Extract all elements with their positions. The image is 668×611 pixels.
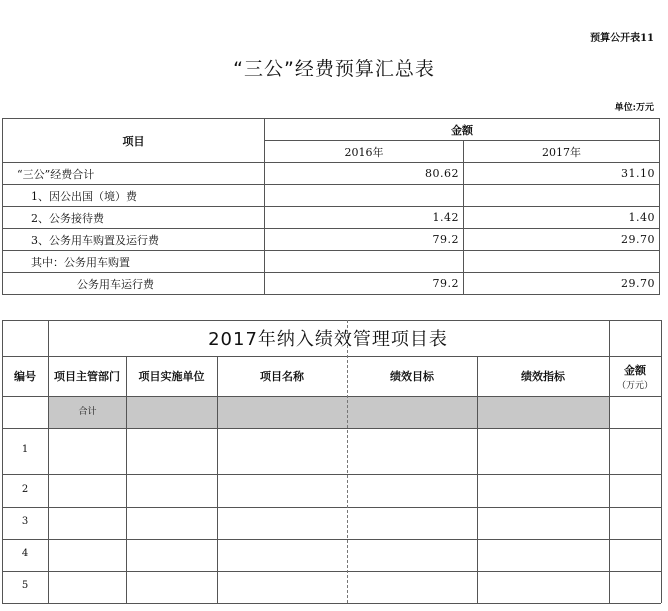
row-label: 公务用车运行费: [3, 273, 265, 295]
cell-2016: 1.42: [265, 207, 464, 229]
grid-line: [2, 539, 661, 540]
row-number: 1: [21, 444, 29, 455]
row-number: 5: [21, 580, 29, 591]
cell-2016: 79.2: [265, 273, 464, 295]
header-amount: 金额 （万元）: [616, 363, 653, 391]
table-header-row: [3, 119, 660, 141]
cell-2017: [464, 251, 660, 273]
total-label: 合计: [78, 407, 97, 417]
unit-label: 单位:万元: [614, 103, 654, 113]
cell-2016: 79.2: [265, 229, 464, 251]
cell-2017: 1.40: [464, 207, 660, 229]
header-number: 编号: [14, 370, 36, 383]
three-public-expense-table: [2, 118, 660, 295]
row-label: 3、公务用车购置及运行费: [3, 229, 265, 251]
header-2016: 2016年: [265, 141, 464, 163]
header-performance-goal: 绩效目标: [390, 370, 434, 383]
grid-line: [2, 474, 661, 475]
page-title: “三公”经费预算汇总表: [233, 58, 435, 80]
cell-2016: [265, 185, 464, 207]
grid-line: [2, 396, 661, 397]
header-implementing-unit: 项目实施单位: [138, 370, 205, 383]
cell-2017: 29.70: [464, 273, 660, 295]
row-label: 1、因公出国（境）费: [3, 185, 265, 207]
header-performance-indicator: 绩效指标: [521, 370, 565, 383]
cell-2017: 31.10: [464, 163, 660, 185]
grid-line: [2, 320, 661, 321]
cell-2017: 29.70: [464, 229, 660, 251]
table-row: [3, 163, 660, 185]
row-number: 3: [21, 516, 29, 527]
row-number: 2: [21, 484, 29, 495]
row-label: 其中：公务用车购置: [3, 251, 265, 273]
table-row: [3, 273, 660, 295]
table-row: [3, 229, 660, 251]
cell-2017: [464, 185, 660, 207]
cell-2016: 80.62: [265, 163, 464, 185]
table-row: [3, 185, 660, 207]
row-label: 2、公务接待费: [3, 207, 265, 229]
grid-line: [2, 428, 661, 429]
table-row: [3, 251, 660, 273]
grid-line: [2, 507, 661, 508]
header-project-name: 项目名称: [260, 370, 304, 383]
header-2017: 2017年: [464, 141, 660, 163]
grid-line: [2, 571, 661, 572]
row-label: “三公”经费合计: [3, 163, 265, 185]
header-item: 项目: [3, 119, 265, 163]
cell-2016: [265, 251, 464, 273]
grid-line: [661, 320, 662, 603]
performance-table-title: 2017年纳入绩效管理项目表: [208, 329, 448, 350]
row-number: 4: [21, 548, 29, 559]
grid-line: [2, 603, 661, 604]
total-row-shading: [49, 396, 609, 428]
document-number: 预算公开表11: [590, 33, 654, 44]
header-department: 项目主管部门: [54, 370, 120, 383]
header-amount: 金额: [265, 119, 660, 141]
table-row: [3, 207, 660, 229]
